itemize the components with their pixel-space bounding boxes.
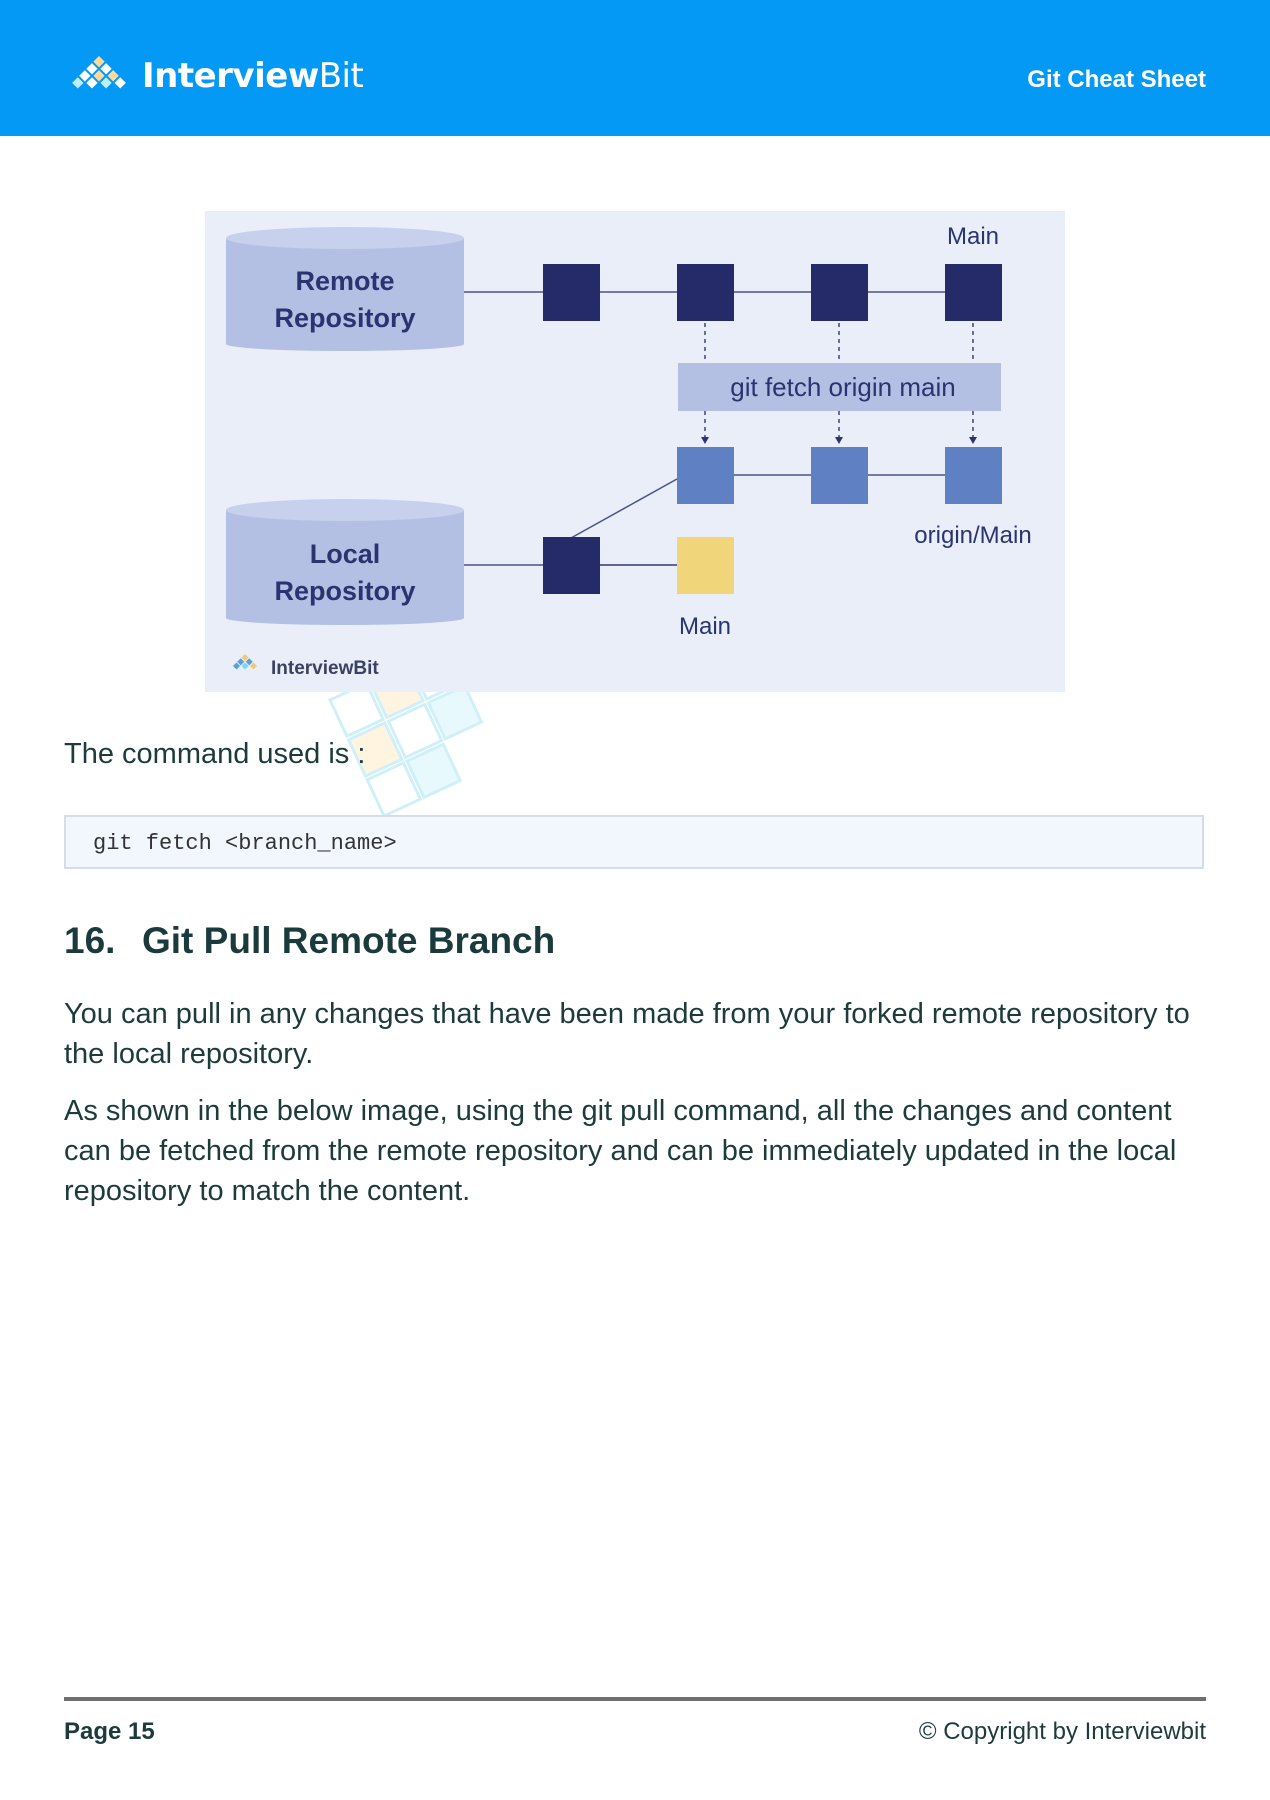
remote-repository-label-line2: Repository — [274, 303, 416, 333]
local-main-label: Main — [678, 613, 732, 640]
paragraph: As shown in the below image, using the git pull command, all the changes and content can be fetched from the remote repository and can be immediately updated in the local repository to match the content. — [64, 1095, 1177, 1207]
page-number: Page 15 — [64, 1718, 155, 1745]
git-fetch-diagram — [205, 211, 1065, 692]
document-title: Git Cheat Sheet — [1027, 66, 1206, 93]
origin-main-label: origin/Main — [914, 522, 1032, 549]
section-title: Git Pull Remote Branch — [142, 920, 556, 961]
fetched-commit — [811, 447, 868, 504]
command-intro-text: The command used is : — [64, 738, 366, 770]
logo-diamond-icon — [64, 54, 134, 96]
remote-repository-label-line1: Remote — [295, 266, 395, 296]
fetched-commit — [677, 447, 734, 504]
page-header — [0, 0, 1270, 136]
code-block — [64, 815, 1204, 869]
command-banner-label: git fetch origin main — [730, 372, 956, 402]
paragraph: You can pull in any changes that have been made from your forked remote repository to the local repository. — [64, 998, 1190, 1070]
brand-name: InterviewBit — [142, 56, 364, 96]
footer-divider — [64, 1697, 1206, 1701]
remote-commit — [945, 264, 1002, 321]
local-repository-label-line1: Local — [309, 539, 381, 569]
remote-commit — [543, 264, 600, 321]
remote-commit — [677, 264, 734, 321]
remote-main-label: Main — [946, 223, 1000, 250]
local-head-commit — [677, 537, 734, 594]
local-commit — [543, 537, 600, 594]
remote-commit — [811, 264, 868, 321]
copyright-text: © Copyright by Interviewbit — [918, 1718, 1206, 1745]
diagram-brand-name: InterviewBit — [271, 658, 379, 679]
section-number: 16. — [64, 920, 116, 961]
local-repository-label-line2: Repository — [274, 576, 416, 606]
fetched-commit — [945, 447, 1002, 504]
interviewbit-logo — [64, 50, 364, 100]
code-text: git fetch <branch_name> — [93, 831, 397, 856]
section-heading — [64, 920, 555, 962]
